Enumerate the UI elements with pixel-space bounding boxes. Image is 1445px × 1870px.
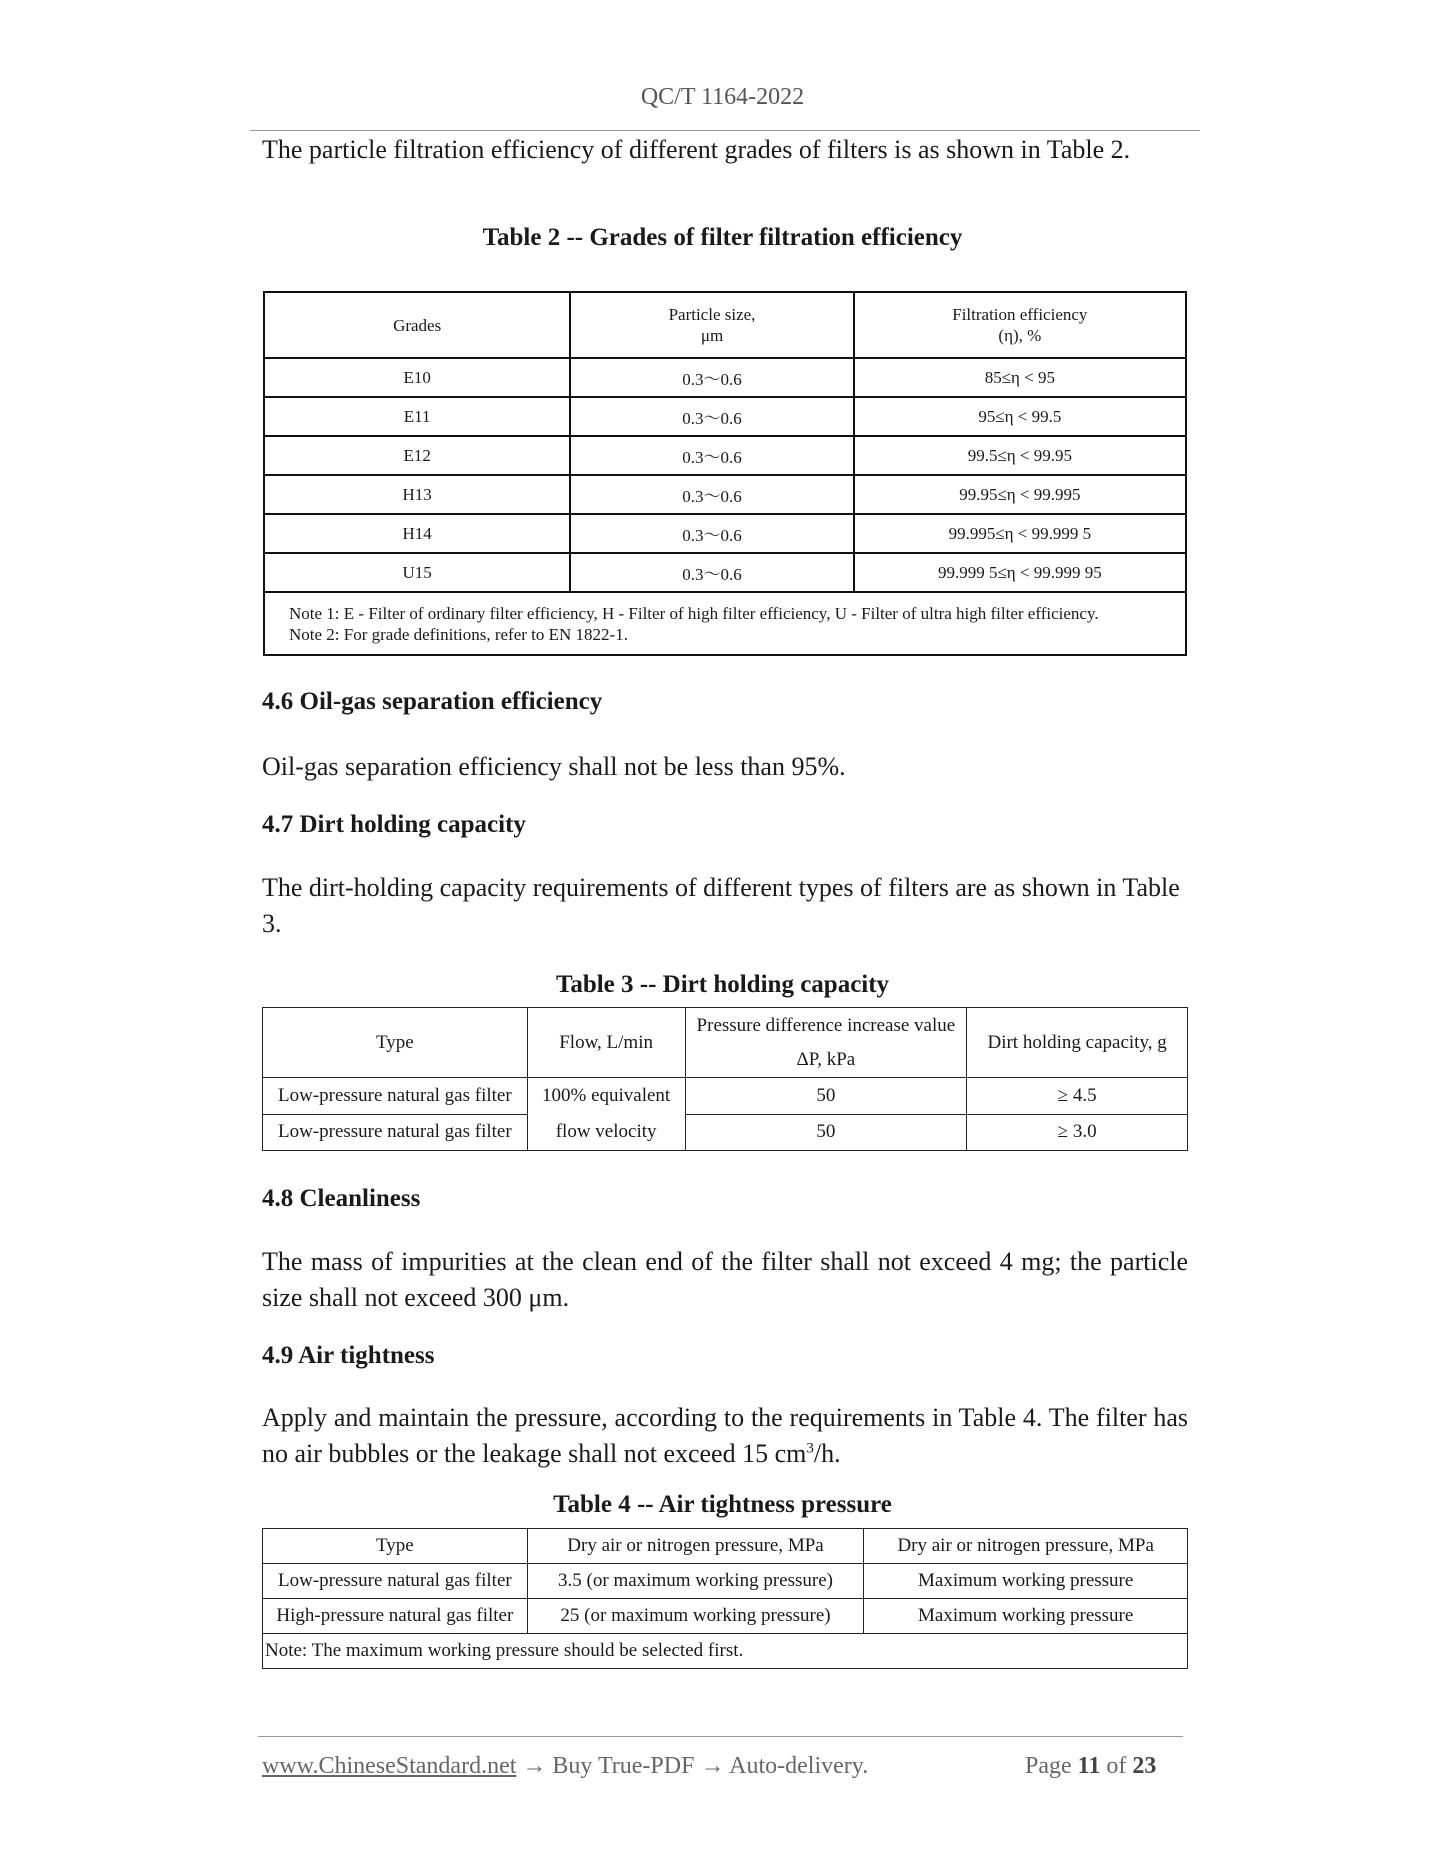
table4-header-col2: Dry air or nitrogen pressure, MPa (527, 1529, 864, 1564)
flow-line1: 100% equivalent (542, 1085, 671, 1106)
efficiency-cell: 95≤η < 99.5 (854, 397, 1186, 436)
table-row (264, 514, 1186, 553)
type-cell: Low-pressure natural gas filter (263, 1114, 528, 1151)
auto-delivery-text: Auto-delivery. (729, 1753, 869, 1779)
page-label: Page (1025, 1753, 1072, 1779)
table2-filter-grades (263, 291, 1187, 656)
pressure-cell: 25 (or maximum working pressure) (527, 1599, 864, 1634)
efficiency-cell: 99.5≤η < 99.95 (854, 436, 1186, 475)
table-row (263, 1599, 1188, 1634)
table2-header-efficiency-line1: Filtration efficiency (952, 305, 1088, 324)
superscript-3: 3 (806, 1440, 814, 1457)
table3-header-flow: Flow, L/min (527, 1008, 685, 1078)
table2-header-efficiency (854, 292, 1186, 358)
capacity-cell: ≥ 4.5 (967, 1078, 1188, 1115)
table-row (264, 358, 1186, 397)
table3-header-pressure-line1: Pressure difference increase value (696, 1014, 956, 1036)
table-row (264, 436, 1186, 475)
table2-note-2: Note 2: For grade definitions, refer to EN 1822-1. (289, 624, 628, 644)
table4-note: Note: The maximum working pressure should be selected first. (263, 1634, 1188, 1669)
type-cell: High-pressure natural gas filter (263, 1599, 528, 1634)
efficiency-cell: 99.95≤η < 99.995 (854, 475, 1186, 514)
pressure-cell: 3.5 (or maximum working pressure) (527, 1564, 864, 1599)
table3-header-pressure-line2: ΔP, kPa (796, 1048, 856, 1070)
header-divider (250, 130, 1200, 131)
pressure-cell: Maximum working pressure (864, 1599, 1188, 1634)
table-row (264, 397, 1186, 436)
section-4-7-heading: 4.7 Dirt holding capacity (262, 811, 526, 838)
efficiency-cell: 99.999 5≤η < 99.999 95 (854, 553, 1186, 592)
table4-caption: Table 4 -- Air tightness pressure (553, 1491, 892, 1518)
efficiency-cell: 99.995≤η < 99.999 5 (854, 514, 1186, 553)
type-cell: Low-pressure natural gas filter (263, 1564, 528, 1599)
table2-header-particle-size-line2: μm (700, 326, 724, 345)
section-4-6-text: Oil-gas separation efficiency shall not be less than 95%. (262, 752, 846, 781)
table-row (263, 1114, 1188, 1151)
table2-header-grades: Grades (264, 292, 570, 358)
table2-notes (264, 592, 1186, 655)
table-row (264, 475, 1186, 514)
table3-header-capacity: Dirt holding capacity, g (967, 1008, 1188, 1078)
section-4-7-text: The dirt-holding capacity requirements of different types of filters are as shown in Table 3. (262, 873, 1180, 938)
grade-cell: U15 (264, 553, 570, 592)
section-4-9-text-unit: /h. (813, 1439, 841, 1468)
document-code: QC/T 1164-2022 (640, 84, 805, 110)
table2-note-1: Note 1: E - Filter of ordinary filter efficiency, H - Filter of high filter efficiency, U - Filter of ultra high filter efficiency. (289, 603, 1099, 623)
grade-cell: H13 (264, 475, 570, 514)
table2-caption: Table 2 -- Grades of filter filtration efficiency (482, 224, 963, 251)
footer-divider (258, 1736, 1183, 1737)
pressure-cell: 50 (685, 1114, 967, 1151)
particle-size-cell: 0.3～0.6 (570, 436, 853, 475)
table3-dirt-holding (262, 1007, 1188, 1151)
table2-notes-row (264, 592, 1186, 655)
table3-header-type: Type (263, 1008, 528, 1078)
capacity-cell: ≥ 3.0 (967, 1114, 1188, 1151)
table4-header-col3: Dry air or nitrogen pressure, MPa (864, 1529, 1188, 1564)
grade-cell: E11 (264, 397, 570, 436)
efficiency-cell: 85≤η < 95 (854, 358, 1186, 397)
footer-promo (262, 1753, 868, 1780)
flow-line2: flow velocity (555, 1121, 657, 1142)
table-row (263, 1564, 1188, 1599)
section-4-6-heading: 4.6 Oil-gas separation efficiency (262, 688, 603, 715)
of-label: of (1106, 1753, 1127, 1779)
particle-size-cell: 0.3～0.6 (570, 514, 853, 553)
intro-paragraph: The particle filtration efficiency of different grades of filters is as shown in Table 2. (262, 135, 1131, 164)
table2-header-particle-size-line1: Particle size, (668, 305, 756, 324)
section-4-8-text: The mass of impurities at the clean end of the filter shall not exceed 4 mg; the particle size shall not exceed 300 μm. (262, 1247, 1188, 1312)
pressure-cell: Maximum working pressure (864, 1564, 1188, 1599)
table-row (264, 553, 1186, 592)
particle-size-cell: 0.3～0.6 (570, 553, 853, 592)
arrow-right-icon: → (700, 1753, 725, 1779)
particle-size-cell: 0.3～0.6 (570, 397, 853, 436)
grade-cell: E12 (264, 436, 570, 475)
grade-cell: H14 (264, 514, 570, 553)
table3-caption: Table 3 -- Dirt holding capacity (555, 971, 890, 998)
section-4-8-heading: 4.8 Cleanliness (262, 1185, 421, 1212)
buy-true-pdf-link[interactable]: Buy True-PDF (552, 1753, 695, 1779)
page-number: 11 (1077, 1753, 1101, 1779)
arrow-right-icon: → (522, 1753, 547, 1779)
table-row (263, 1078, 1188, 1115)
particle-size-cell: 0.3～0.6 (570, 475, 853, 514)
table2-header-row (264, 292, 1186, 358)
table4-header-row (263, 1529, 1188, 1564)
type-cell: Low-pressure natural gas filter (263, 1078, 528, 1115)
table4-note-row (263, 1634, 1188, 1669)
table3-header-row (263, 1008, 1188, 1078)
section-4-9-heading: 4.9 Air tightness (262, 1342, 435, 1369)
table4-air-tightness (262, 1528, 1188, 1669)
grade-cell: E10 (264, 358, 570, 397)
website-link[interactable]: www.ChineseStandard.net (262, 1753, 517, 1779)
particle-size-cell: 0.3～0.6 (570, 358, 853, 397)
table3-header-pressure (685, 1008, 967, 1078)
table2-header-particle-size (570, 292, 853, 358)
table4-header-type: Type (263, 1529, 528, 1564)
section-4-9-text (262, 1400, 1188, 1472)
flow-cell (527, 1078, 685, 1151)
page-indicator (1025, 1753, 1156, 1780)
total-pages: 23 (1132, 1753, 1157, 1779)
table2-header-efficiency-line2: (η), % (998, 326, 1042, 345)
section-4-9-text-main: Apply and maintain the pressure, according to the requirements in Table 4. The filter has no air bubbles or the leakage shall not exceed 15 cm (262, 1403, 1188, 1468)
pressure-cell: 50 (685, 1078, 967, 1115)
